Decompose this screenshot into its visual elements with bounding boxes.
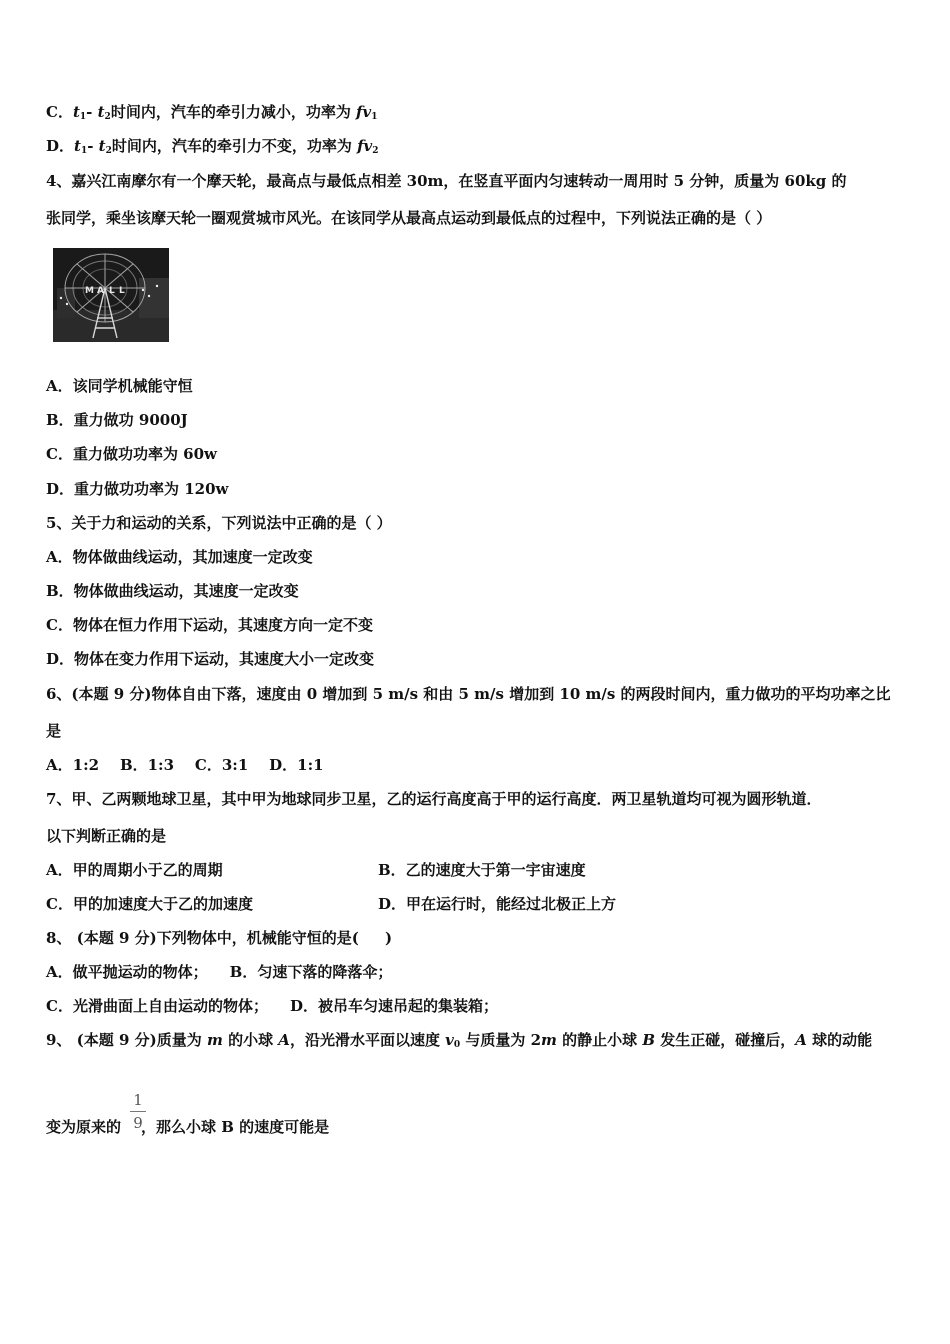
q8-options-row1 [46, 962, 392, 982]
q3-option-d [46, 136, 379, 161]
q4-stem-line1: 4、嘉兴江南摩尔有一个摩天轮，最高点与最低点相差 30m，在竖直平面内匀速转动一周用时 5 分钟，质量为 60kg 的 [46, 172, 847, 190]
t1: t [74, 137, 81, 155]
q9-var-m: m [206, 1031, 223, 1049]
q7-option-d: D．甲在运行时，能经过北极正上方 [378, 895, 617, 913]
q8-option-c: C．光滑曲面上自由运动的物体； [46, 997, 268, 1015]
fraction-numerator: 1 [133, 1091, 143, 1109]
text: 时间内，汽车的牵引力减小，功率为 [110, 103, 357, 121]
q9-var-m: m [541, 1031, 557, 1049]
q6-stem-line2: 是 [46, 722, 62, 740]
q7-options-row2 [46, 894, 906, 914]
q9-text: ，沿光滑水平面以速度 [289, 1031, 446, 1049]
fv-sub: 1 [371, 112, 378, 122]
q9-var-v-sub: 0 [453, 1040, 461, 1050]
t2-sub: 2 [105, 146, 112, 156]
q9-text: 与质量为 2 [460, 1031, 542, 1049]
svg-text:L: L [109, 286, 115, 296]
q4-option-a: A．该同学机械能守恒 [46, 377, 193, 395]
q5-option-b: B．物体做曲线运动，其速度一定改变 [46, 582, 299, 600]
q5-option-c: C．物体在恒力作用下运动，其速度方向一定不变 [46, 616, 373, 634]
q9-var-A: A [795, 1031, 807, 1049]
q8-option-b: B．匀速下落的降落伞； [229, 963, 393, 981]
q8-option-d: D．被吊车匀速吊起的集装箱； [289, 997, 498, 1015]
q9-stem-line2 [46, 1117, 329, 1137]
t2: t [97, 103, 105, 121]
q5-option-a: A．物体做曲线运动，其加速度一定改变 [46, 548, 313, 566]
q3-option-c [46, 102, 377, 127]
q9-text: 发生正碰，碰撞后， [655, 1031, 796, 1049]
svg-text:L: L [119, 286, 125, 296]
q8-option-a: A．做平抛运动的物体； [46, 963, 208, 981]
q4-option-d: D．重力做功功率为 120w [46, 480, 229, 498]
ferris-wheel-photo [53, 248, 169, 342]
q7-option-c: C．甲的加速度大于乙的加速度 [46, 895, 253, 913]
ferris-wheel-icon [53, 248, 169, 342]
fraction-denominator: 9 [133, 1114, 143, 1132]
svg-text:M: M [85, 286, 94, 296]
t1-sub: 1 [80, 146, 88, 156]
q4-stem-line2: 张同学，乘坐该摩天轮一圈观赏城市风光。在该同学从最高点运动到最低点的过程中，下列说法正确的是（ ） [46, 209, 772, 227]
q5-option-d: D．物体在变力作用下运动，其速度大小一定改变 [46, 650, 375, 668]
t1-sub: 1 [79, 112, 87, 122]
q5-stem: 5、关于力和运动的关系，下列说法中正确的是（ ） [46, 514, 392, 532]
fv-sub: 2 [372, 146, 379, 156]
q9-text: 球的动能 [806, 1031, 873, 1049]
fraction-bar [130, 1111, 146, 1112]
q7-option-b: B．乙的速度大于第一宇宙速度 [378, 861, 586, 879]
dash: - [86, 103, 98, 121]
q9-text: 的小球 [222, 1031, 279, 1049]
fv: fv [356, 103, 372, 121]
q9-text: 9、 (本题 9 分)质量为 [46, 1031, 207, 1049]
q9-var-B: B [642, 1031, 656, 1049]
q8-stem: 8、 (本题 9 分)下列物体中，机械能守恒的是( ) [46, 929, 393, 947]
t1: t [72, 103, 80, 121]
t2: t [98, 137, 106, 155]
q4-option-b: B．重力做功 9000J [46, 411, 188, 429]
text: 时间内，汽车的牵引力不变，功率为 [111, 137, 358, 155]
q9-stem-line1 [46, 1030, 872, 1055]
q9-var-A: A [278, 1031, 290, 1049]
q9-text: 变为原来的 [46, 1118, 122, 1136]
q9-var-v: v [445, 1031, 454, 1049]
dash: - [87, 137, 99, 155]
q6-options: A．1:2 B．1:3 C．3:1 D．1:1 [46, 756, 324, 774]
q6-stem-line1: 6、(本题 9 分)物体自由下落，速度由 0 增加到 5 m/s 和由 5 m/s 增加到 10 m/s 的两段时间内，重力做功的平均功率之比 [46, 685, 891, 703]
q4-option-c: C．重力做功功率为 60w [46, 445, 217, 463]
fv: fv [357, 137, 373, 155]
q7-stem-line2: 以下判断正确的是 [46, 827, 167, 845]
q8-options-row2 [46, 996, 498, 1016]
t2-sub: 2 [104, 112, 111, 122]
label: C． [46, 103, 73, 121]
q7-option-a: A．甲的周期小于乙的周期 [46, 861, 223, 879]
q9-text: 的静止小球 [556, 1031, 643, 1049]
q7-stem-line1: 7、甲、乙两颗地球卫星，其中甲为地球同步卫星，乙的运行高度高于甲的运行高度．两卫星轨道均可视为圆形轨道． [46, 790, 822, 808]
q9-text: ，那么小球 B 的速度可能是 [141, 1118, 330, 1136]
label: D． [46, 137, 75, 155]
svg-text:A: A [97, 286, 104, 296]
q7-options-row1 [46, 860, 906, 880]
